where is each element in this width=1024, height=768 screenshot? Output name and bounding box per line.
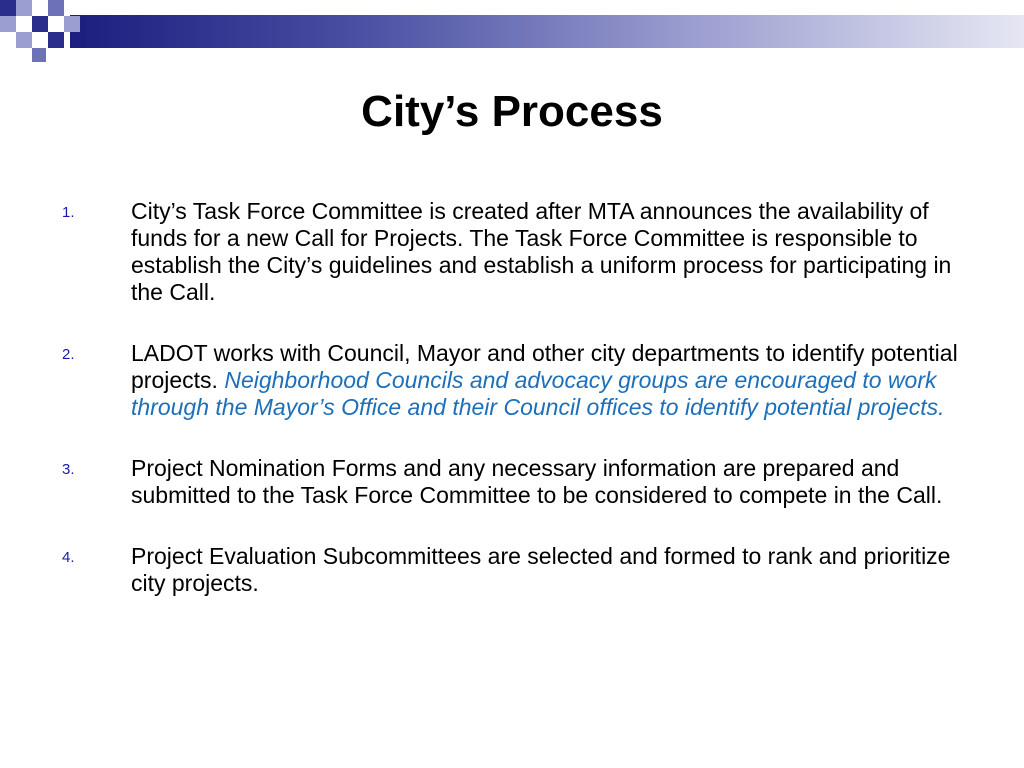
process-list	[0, 198, 1024, 631]
deco-square	[32, 16, 48, 32]
deco-square	[32, 48, 46, 62]
list-item-plain-text: LADOT works with Council, Mayor and other city departments to identify potential projects.	[131, 340, 958, 393]
header-decoration	[0, 0, 1024, 64]
deco-square	[0, 0, 16, 16]
list-number: 4.	[62, 549, 75, 566]
deco-square	[64, 16, 80, 32]
list-item-text: City’s Task Force Committee is created after MTA announces the availability of funds for a new Call for Projects. The Task Force Committee is responsible to establish the City’s guidelines and establish a uniform process for participating in the Call.	[131, 198, 952, 305]
deco-square	[48, 0, 64, 16]
list-number: 2.	[62, 346, 75, 363]
list-number: 3.	[62, 461, 75, 478]
list-item	[0, 340, 1024, 421]
list-item-trailing: .	[938, 394, 945, 420]
list-item	[0, 455, 1024, 509]
list-item	[0, 198, 1024, 306]
list-item	[0, 543, 1024, 597]
slide-title: City’s Process	[361, 87, 663, 136]
list-number: 1.	[62, 204, 75, 221]
list-item-text: Project Evaluation Subcommittees are selected and formed to rank and prioritize city projects.	[131, 543, 951, 596]
list-item-text: Project Nomination Forms and any necessary information are prepared and submitted to the Task Force Committee to be considered to compete in the Call.	[131, 455, 943, 508]
deco-square	[16, 0, 32, 16]
gradient-band	[70, 15, 1024, 48]
deco-square	[0, 16, 16, 32]
deco-square	[16, 32, 32, 48]
deco-square	[48, 32, 64, 48]
list-item-emphasis: Neighborhood Councils and advocacy groups are encouraged to work through the Mayor’s Office and their Council offices to identify potential projects	[131, 367, 939, 420]
list-item-text	[131, 340, 971, 421]
